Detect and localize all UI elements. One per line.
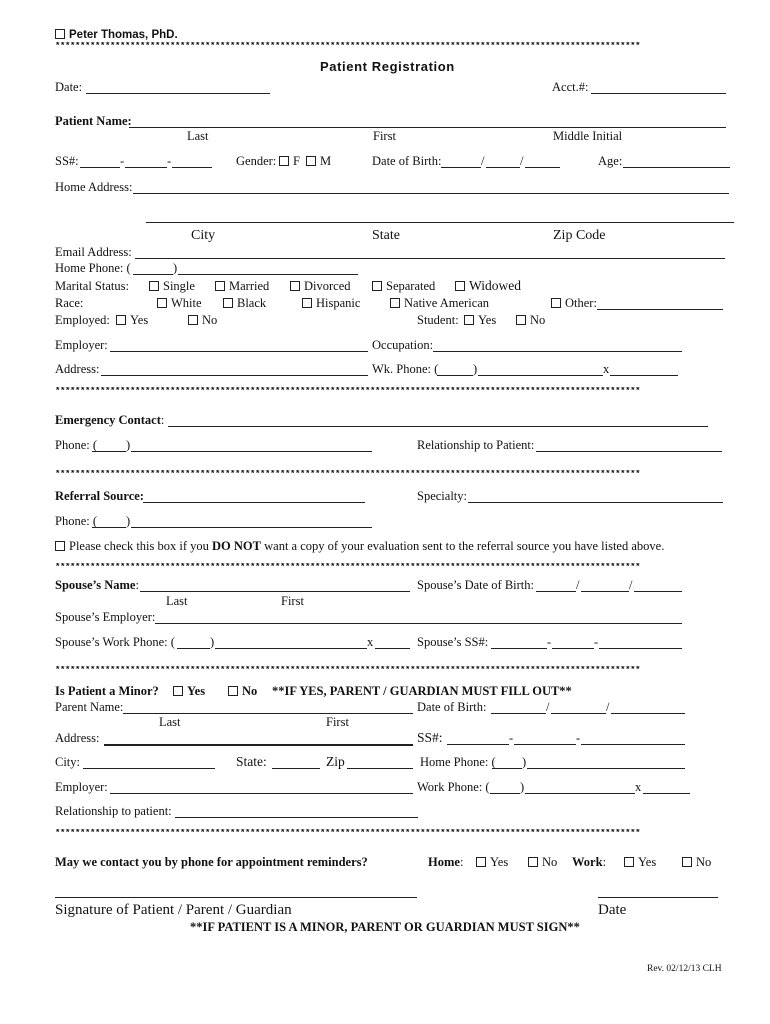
spouse-dob-slash-2: / (629, 578, 633, 592)
ss-field-3[interactable] (172, 167, 212, 168)
signature-date-label: Date (598, 902, 627, 918)
race-white-option[interactable]: White (157, 297, 202, 310)
employed-label: Employed: (55, 313, 110, 327)
contact-work-yes-option[interactable]: Yes (624, 856, 656, 869)
race-native-option[interactable]: Native American (390, 297, 489, 310)
wk-phone-area-field[interactable] (437, 375, 473, 376)
emergency-phone-label: Phone: ( (55, 438, 98, 452)
parent-ss-dash-1: - (509, 731, 514, 745)
contact-home-yes-option[interactable]: Yes (476, 856, 508, 869)
parent-name-label: Parent Name: (55, 700, 124, 714)
gender-m-option[interactable]: M (306, 155, 331, 168)
race-other-field[interactable] (597, 309, 723, 310)
relationship-field[interactable] (536, 451, 722, 452)
minor-question: Is Patient a Minor? (55, 684, 159, 698)
contact-work-label: Work: (572, 855, 607, 869)
parent-city-label: City: (55, 755, 81, 769)
emergency-phone-field[interactable] (131, 451, 372, 452)
referral-phone-paren: ) (126, 514, 131, 528)
parent-relationship-field[interactable] (175, 817, 418, 818)
checkbox-icon[interactable] (215, 281, 225, 291)
state-caption: State (372, 228, 400, 243)
address-field[interactable] (101, 375, 368, 376)
parent-dob-day-field[interactable] (551, 713, 606, 714)
acct-field[interactable] (591, 93, 726, 94)
header-divider: ********************************************************************************************************************* (55, 42, 641, 51)
checkbox-icon[interactable] (516, 315, 526, 325)
emergency-phone-paren: ) (126, 438, 131, 452)
parent-address-field[interactable] (104, 744, 413, 746)
student-no-option[interactable]: No (516, 314, 545, 327)
home-address-field-2[interactable] (146, 222, 734, 223)
wk-phone-field[interactable] (478, 375, 603, 376)
home-phone-label: Home Phone: ( (55, 261, 131, 275)
parent-dob-year-field[interactable] (611, 713, 685, 714)
home-phone-paren: ) (173, 261, 178, 275)
emergency-contact-field[interactable] (168, 426, 708, 427)
marital-label: Marital Status: (55, 279, 129, 293)
student-yes-option[interactable]: Yes (464, 314, 496, 327)
wk-phone-label: Wk. Phone: ( (372, 362, 439, 376)
contact-home-label: Home: (428, 855, 464, 869)
minor-yes-option[interactable]: Yes (173, 685, 205, 698)
parent-zip-field[interactable] (347, 768, 413, 769)
parent-dob-slash-2: / (606, 700, 610, 714)
parent-ss-field-2[interactable] (514, 744, 576, 745)
spouse-ss-field-2[interactable] (552, 648, 594, 649)
gender-f-option[interactable]: F (279, 155, 300, 168)
emergency-phone-area-field[interactable] (92, 451, 126, 452)
parent-state-field[interactable] (272, 768, 320, 769)
parent-work-phone-x: x (635, 780, 642, 794)
checkbox-icon[interactable] (306, 156, 316, 166)
parent-home-phone-paren: ) (522, 755, 527, 769)
parent-work-phone-ext-field[interactable] (643, 793, 690, 794)
zip-caption: Zip Code (553, 228, 606, 243)
ss-dash-2: - (167, 154, 172, 168)
checkbox-icon[interactable] (476, 857, 486, 867)
checkbox-icon[interactable] (173, 686, 183, 696)
occupation-field[interactable] (433, 351, 682, 352)
checkbox-icon[interactable] (302, 298, 312, 308)
home-phone-field[interactable] (178, 274, 358, 275)
parent-state-label: State: (236, 754, 267, 769)
parent-address-label: Address: (55, 731, 100, 745)
checkbox-icon[interactable] (624, 857, 634, 867)
signature-label: Signature of Patient / Parent / Guardian (55, 902, 292, 918)
spouse-dob-day-field[interactable] (581, 591, 629, 592)
emergency-contact-label: Emergency Contact: (55, 413, 165, 427)
spouse-work-phone-area-field[interactable] (177, 648, 210, 649)
dob-slash-1: / (481, 154, 485, 168)
contact-home-no-option[interactable]: No (528, 856, 557, 869)
checkbox-icon[interactable] (188, 315, 198, 325)
parent-home-phone-field[interactable] (527, 768, 685, 769)
parent-ss-dash-2: - (576, 731, 581, 745)
parent-name-field[interactable] (123, 713, 413, 714)
checkbox-icon[interactable] (149, 281, 159, 291)
parent-home-phone-label: Home Phone: ( (420, 755, 496, 769)
home-address-label: Home Address: (55, 180, 133, 194)
gender-label: Gender: (236, 154, 277, 168)
patient-last-caption: Last (187, 129, 209, 143)
spouse-work-phone-x: x (367, 635, 374, 649)
referral-phone-area-field[interactable] (92, 527, 126, 528)
parent-relationship-label: Relationship to patient: (55, 804, 172, 818)
checkbox-icon[interactable] (228, 686, 238, 696)
checkbox-icon[interactable] (223, 298, 233, 308)
spouse-employer-field[interactable] (155, 623, 682, 624)
marital-divorced-option[interactable]: Divorced (290, 280, 351, 293)
spouse-work-phone-field[interactable] (215, 648, 367, 649)
specialty-field[interactable] (468, 502, 723, 503)
checkbox-icon[interactable] (116, 315, 126, 325)
marital-separated-option[interactable]: Separated (372, 280, 435, 293)
city-caption: City (191, 228, 216, 243)
spouse-name-field[interactable] (140, 591, 410, 592)
dob-slash-2: / (520, 154, 524, 168)
checkbox-icon[interactable] (682, 857, 692, 867)
spouse-ss-label: Spouse’s SS#: (417, 635, 489, 649)
checkbox-icon[interactable] (390, 298, 400, 308)
spouse-dob-slash-1: / (576, 578, 580, 592)
student-label: Student: (417, 313, 459, 327)
race-other-option[interactable]: Other: (551, 297, 597, 310)
email-field[interactable] (135, 258, 725, 259)
spouse-dob-year-field[interactable] (634, 591, 682, 592)
checkbox-icon[interactable] (279, 156, 289, 166)
date-label: Date: (55, 80, 83, 94)
referral-phone-label: Phone: ( (55, 514, 98, 528)
relationship-label: Relationship to Patient: (417, 438, 535, 452)
home-phone-area-field[interactable] (133, 274, 173, 275)
dob-year-field[interactable] (525, 167, 560, 168)
checkbox-icon[interactable] (464, 315, 474, 325)
ss-field-2[interactable] (125, 167, 167, 168)
checkbox-icon[interactable] (157, 298, 167, 308)
wk-phone-ext-field[interactable] (610, 375, 678, 376)
parent-work-phone-paren: ) (520, 780, 525, 794)
spouse-ss-dash-1: - (547, 635, 552, 649)
referral-source-field[interactable] (143, 502, 365, 503)
section-divider: ********************************************************************************************************************* (55, 470, 641, 479)
section-divider: ********************************************************************************************************************* (55, 666, 641, 675)
employer-field[interactable] (110, 351, 368, 352)
spouse-first-caption: First (281, 594, 304, 608)
checkbox-icon[interactable] (55, 541, 65, 551)
parent-ss-label: SS#: (417, 730, 443, 745)
parent-employer-field[interactable] (110, 793, 413, 794)
checkbox-icon[interactable] (528, 857, 538, 867)
spouse-work-phone-ext-field[interactable] (375, 648, 410, 649)
email-label: Email Address: (55, 245, 132, 259)
spouse-last-caption: Last (166, 594, 188, 608)
spouse-name-label: Spouse’s Name: (55, 578, 139, 592)
patient-middle-caption: Middle Initial (553, 129, 623, 143)
contact-work-no-option[interactable]: No (682, 856, 711, 869)
parent-work-phone-field[interactable] (525, 793, 635, 794)
checkbox-icon (55, 29, 65, 39)
parent-first-caption: First (326, 715, 349, 729)
dob-day-field[interactable] (486, 167, 520, 168)
wk-phone-paren: ) (473, 362, 478, 376)
marital-widowed-option[interactable]: Widowed (455, 279, 521, 293)
revision-note: Rev. 02/12/13 CLH (647, 964, 722, 974)
marital-married-option[interactable]: Married (215, 280, 269, 293)
parent-employer-label: Employer: (55, 780, 108, 794)
address-label: Address: (55, 362, 100, 376)
marital-single-option[interactable]: Single (149, 280, 195, 293)
section-divider: ********************************************************************************************************************* (55, 387, 641, 396)
signature-notice: **IF PATIENT IS A MINOR, PARENT OR GUARDIAN MUST SIGN** (190, 920, 580, 934)
race-black-option[interactable]: Black (223, 297, 266, 310)
checkbox-icon[interactable] (455, 281, 465, 291)
acct-label: Acct.#: (552, 80, 589, 94)
employed-yes-option[interactable]: Yes (116, 314, 148, 327)
checkbox-icon[interactable] (290, 281, 300, 291)
parent-city-field[interactable] (83, 768, 215, 769)
referral-phone-field[interactable] (131, 527, 372, 528)
patient-name-field[interactable] (129, 127, 726, 128)
age-field[interactable] (623, 167, 730, 168)
signature-date-field[interactable] (598, 897, 718, 898)
race-hispanic-option[interactable]: Hispanic (302, 297, 360, 310)
home-address-field[interactable] (133, 193, 729, 194)
spouse-ss-field-3[interactable] (599, 648, 682, 649)
ss-dash-1: - (120, 154, 125, 168)
specialty-label: Specialty: (417, 489, 467, 503)
section-divider: ********************************************************************************************************************* (55, 829, 641, 838)
date-field[interactable] (86, 93, 270, 94)
parent-dob-slash-1: / (546, 700, 550, 714)
practice-name: Peter Thomas, PhD. (55, 29, 178, 42)
parent-ss-field-1[interactable] (447, 744, 509, 745)
section-divider: ********************************************************************************************************************* (55, 563, 641, 572)
dob-month-field[interactable] (441, 167, 481, 168)
parent-dob-month-field[interactable] (491, 713, 546, 714)
parent-dob-label: Date of Birth: (417, 700, 487, 714)
minor-notice: **IF YES, PARENT / GUARDIAN MUST FILL OUT** (272, 684, 572, 698)
parent-work-phone-area-field[interactable] (490, 793, 520, 794)
parent-work-phone-label: Work Phone: ( (417, 780, 490, 794)
spouse-ss-field-1[interactable] (491, 648, 547, 649)
checkbox-icon[interactable] (551, 298, 561, 308)
age-label: Age: (598, 154, 623, 168)
checkbox-icon[interactable] (372, 281, 382, 291)
spouse-work-phone-paren: ) (210, 635, 215, 649)
spouse-work-phone-label: Spouse’s Work Phone: ( (55, 635, 175, 649)
parent-last-caption: Last (159, 715, 181, 729)
parent-home-phone-area-field[interactable] (492, 768, 522, 769)
dob-label: Date of Birth: (372, 154, 442, 168)
occupation-label: Occupation: (372, 338, 434, 352)
spouse-dob-month-field[interactable] (536, 591, 576, 592)
no-copy-option[interactable]: Please check this box if you DO NOT want a copy of your evaluation sent to the referral source you have listed above. (55, 540, 664, 553)
ss-label: SS#: (55, 154, 79, 168)
contact-question: May we contact you by phone for appointment reminders? (55, 855, 368, 869)
spouse-ss-dash-2: - (594, 635, 599, 649)
ss-field-1[interactable] (80, 167, 120, 168)
race-label: Race: (55, 296, 84, 310)
patient-name-label: Patient Name: (55, 114, 132, 128)
parent-zip-label: Zip (326, 754, 345, 769)
wk-phone-x: x (603, 362, 610, 376)
employed-no-option[interactable]: No (188, 314, 217, 327)
spouse-dob-label: Spouse’s Date of Birth: (417, 578, 535, 592)
referral-source-label: Referral Source: (55, 489, 144, 503)
patient-first-caption: First (373, 129, 396, 143)
employer-label: Employer: (55, 338, 108, 352)
parent-ss-field-3[interactable] (581, 744, 685, 745)
minor-no-option[interactable]: No (228, 685, 257, 698)
spouse-employer-label: Spouse’s Employer: (55, 610, 156, 624)
signature-field[interactable] (55, 897, 417, 898)
page-title: Patient Registration (320, 59, 455, 74)
